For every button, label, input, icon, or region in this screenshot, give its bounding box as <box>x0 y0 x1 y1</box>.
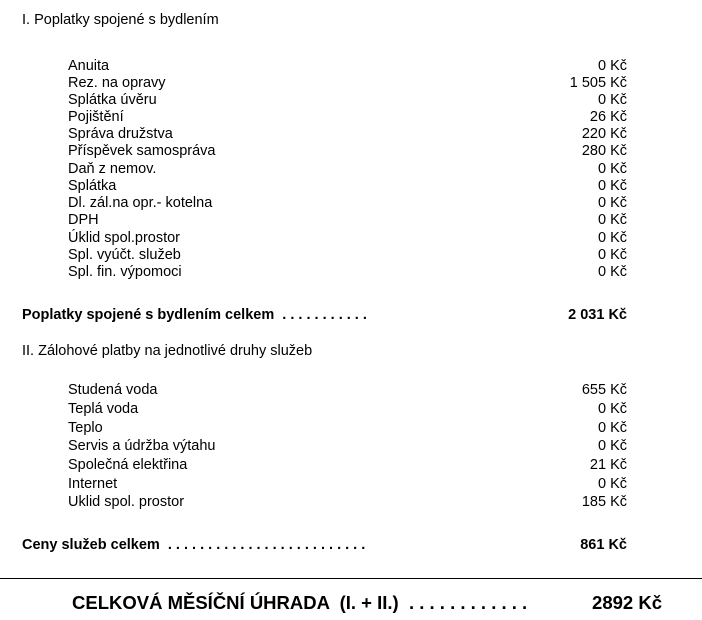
section-1-item-label: Správa družstva <box>68 126 173 142</box>
grand-total-value: 2892 Kč <box>592 592 662 613</box>
section-1-item-label: DPH <box>68 212 99 228</box>
section-2-item-label: Teplo <box>68 420 103 436</box>
section-2-item-value: 655 Kč <box>581 382 627 398</box>
section-1-item-label: Spl. fin. výpomoci <box>68 264 182 280</box>
section-1-item-label: Příspěvek samospráva <box>68 143 216 159</box>
section-1-item-label: Pojištění <box>68 109 124 125</box>
section-1-total-label: Poplatky spojené s bydlením celkem . . . . . . . . . . . <box>22 307 367 323</box>
section-1-item-label: Spl. vyúčt. služeb <box>68 247 181 263</box>
section-1-item-value: 0 Kč <box>597 247 627 263</box>
section-2-item-value: 0 Kč <box>597 438 627 454</box>
section-2-item-value: 0 Kč <box>597 401 627 417</box>
section-1-item-label: Dl. zál.na opr.- kotelna <box>68 195 213 211</box>
section-1-item-value: 0 Kč <box>597 58 627 74</box>
grand-total-label: CELKOVÁ MĚSÍČNÍ ÚHRADA (I. + II.) . . . . . . . . . . . . <box>72 592 528 613</box>
section-1-item-value: 0 Kč <box>597 178 627 194</box>
section-2-item-label: Uklid spol. prostor <box>68 494 185 510</box>
section-1-item-label: Daň z nemov. <box>68 161 157 177</box>
section-1-item-value: 0 Kč <box>597 161 627 177</box>
section-2-total-value: 861 Kč <box>580 537 627 553</box>
section-2-heading: II. Zálohové platby na jednotlivé druhy služeb <box>22 343 313 359</box>
section-1-item-label: Úklid spol.prostor <box>68 230 181 246</box>
section-1-item-value: 280 Kč <box>581 143 627 159</box>
section-2-item-label: Společná elektřina <box>68 457 188 473</box>
section-2-item-label: Studená voda <box>68 382 158 398</box>
section-1-heading: I. Poplatky spojené s bydlením <box>22 12 219 28</box>
section-1-item-label: Splátka <box>68 178 117 194</box>
section-1-item-value: 0 Kč <box>597 212 627 228</box>
section-1-total-value: 2 031 Kč <box>568 307 627 323</box>
section-2-item-label: Teplá voda <box>68 401 139 417</box>
section-1-item-label: Splátka úvěru <box>68 92 157 108</box>
section-1-item-label: Rez. na opravy <box>68 75 166 91</box>
section-2-item-value: 0 Kč <box>597 420 627 436</box>
section-1-item-label: Anuita <box>68 58 110 74</box>
section-2-item-value: 21 Kč <box>589 457 627 473</box>
section-1-item-value: 0 Kč <box>597 195 627 211</box>
section-2-item-value: 0 Kč <box>597 476 627 492</box>
section-1-item-value: 0 Kč <box>597 264 627 280</box>
section-2-item-label: Servis a údržba výtahu <box>68 438 216 454</box>
section-2-item-label: Internet <box>68 476 118 492</box>
section-2-total-label: Ceny služeb celkem . . . . . . . . . . . . . . . . . . . . . . . . . <box>22 537 366 553</box>
section-1-item-value: 220 Kč <box>581 126 627 142</box>
section-1-item-value: 0 Kč <box>597 92 627 108</box>
section-1-item-value: 0 Kč <box>597 230 627 246</box>
section-1-item-value: 1 505 Kč <box>569 75 627 91</box>
section-2-item-value: 185 Kč <box>581 494 627 510</box>
divider-line <box>0 578 702 579</box>
section-1-item-value: 26 Kč <box>589 109 627 125</box>
